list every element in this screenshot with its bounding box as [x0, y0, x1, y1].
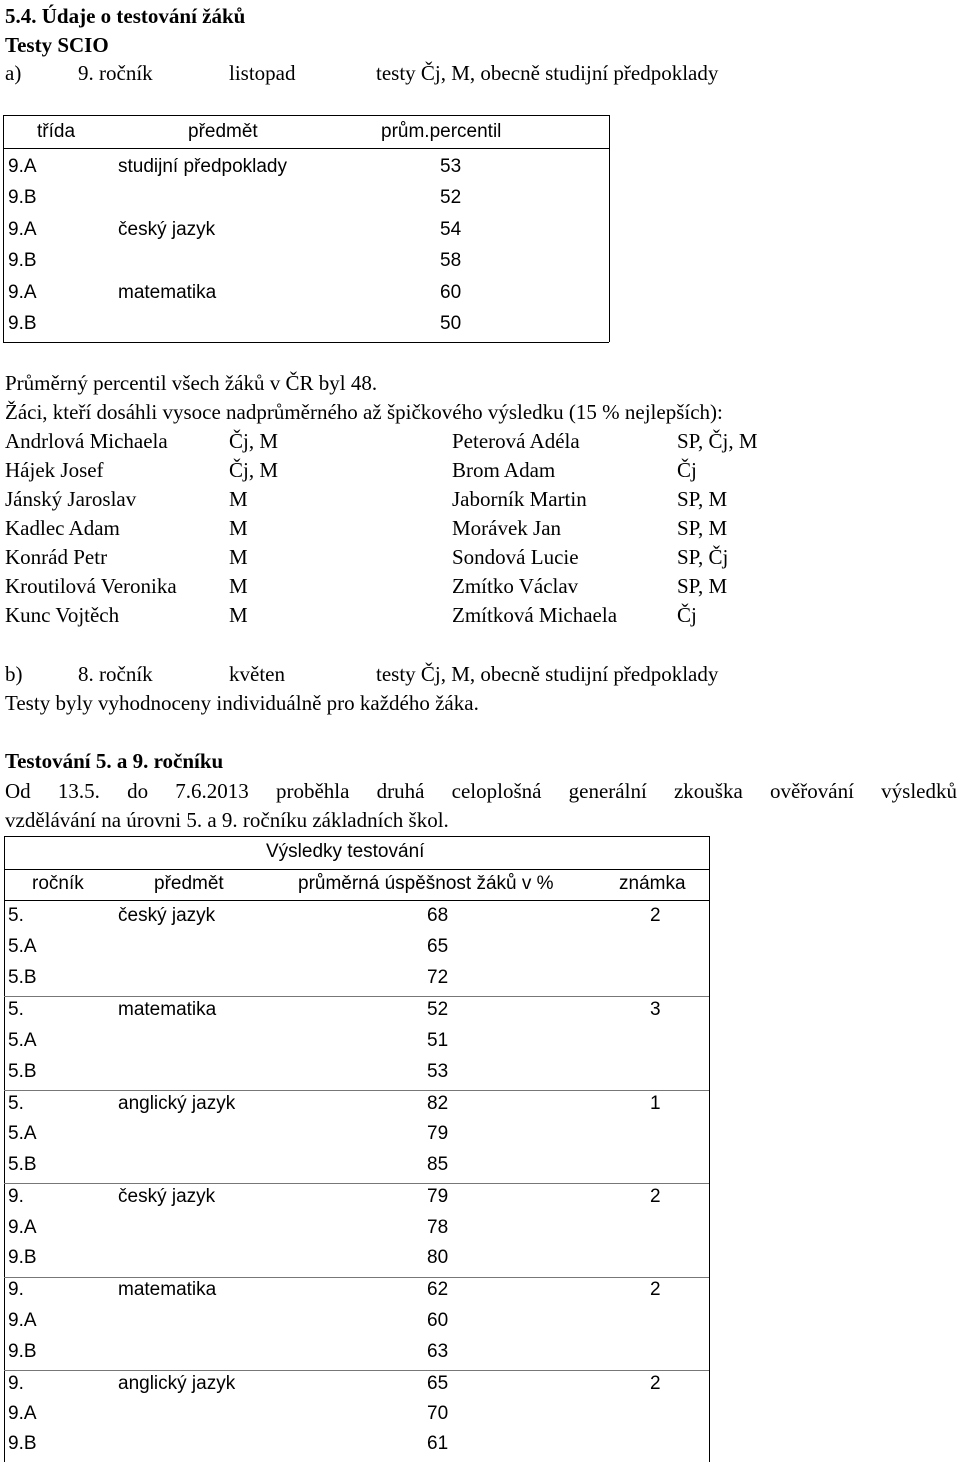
- table-cell-success: 53: [427, 1061, 449, 1082]
- table-cell-grade: 9.A: [8, 1217, 37, 1238]
- student-name: Peterová Adéla: [452, 429, 580, 453]
- table-cell-value: 60: [440, 282, 462, 303]
- table-cell-mark: 2: [650, 1373, 661, 1394]
- student-subjects: Čj, M: [229, 458, 279, 482]
- testing-paragraph-line1: Od 13.5. do 7.6.2013 proběhla druhá celoplošná generální zkouška ověřování výsledků: [5, 779, 957, 803]
- part-b-tests: testy Čj, M, obecně studijní předpoklady: [376, 662, 719, 686]
- table-cell-value: 53: [440, 156, 462, 177]
- results-group-rule: [4, 1370, 709, 1371]
- student-name: Brom Adam: [452, 458, 556, 482]
- table-cell-grade: 5.A: [8, 1123, 37, 1144]
- table-cell-value: 52: [440, 187, 462, 208]
- results-header-subject: předmět: [154, 873, 224, 894]
- results-header-grade-mark: známka: [619, 873, 686, 894]
- student-subjects: SP, M: [677, 516, 728, 540]
- section-title: 5.4. Údaje o testování žáků: [5, 4, 246, 28]
- results-group-rule: [4, 1277, 709, 1278]
- table-cell-success: 82: [427, 1093, 449, 1114]
- table-cell-class: 9.B: [8, 250, 37, 271]
- table-cell-subject: anglický jazyk: [118, 1373, 236, 1394]
- table-cell-success: 79: [427, 1186, 449, 1207]
- table-cell-success: 65: [427, 1373, 449, 1394]
- student-subjects: Čj: [677, 603, 697, 627]
- results-group-rule: [4, 996, 709, 997]
- scio-table-header-rule: [3, 148, 609, 149]
- table-cell-success: 65: [427, 936, 449, 957]
- table-cell-subject: český jazyk: [118, 1186, 216, 1207]
- part-b-month: květen: [229, 662, 285, 686]
- student-name: Jánský Jaroslav: [5, 487, 137, 511]
- student-name: Kadlec Adam: [5, 516, 120, 540]
- results-title-rule: [4, 869, 709, 870]
- student-subjects: SP, Čj: [677, 545, 729, 569]
- table-cell-success: 52: [427, 999, 449, 1020]
- table-cell-grade: 5.: [8, 999, 24, 1020]
- table-cell-grade: 9.A: [8, 1403, 37, 1424]
- student-subjects: M: [229, 487, 248, 511]
- student-subjects: SP, Čj, M: [677, 429, 758, 453]
- student-subjects: Čj, M: [229, 429, 279, 453]
- table-cell-subject: matematika: [118, 282, 217, 303]
- table-cell-subject: matematika: [118, 1279, 217, 1300]
- scio-table-right-rule: [609, 115, 610, 342]
- student-name: Kunc Vojtěch: [5, 603, 120, 627]
- table-cell-subject: anglický jazyk: [118, 1093, 236, 1114]
- results-table-top-rule: [4, 836, 709, 837]
- table-cell-subject: český jazyk: [118, 219, 216, 240]
- table-cell-success: 62: [427, 1279, 449, 1300]
- table-cell-subject: studijní předpoklady: [118, 156, 287, 177]
- table-cell-success: 63: [427, 1341, 449, 1362]
- student-subjects: M: [229, 603, 248, 627]
- table-cell-success: 70: [427, 1403, 449, 1424]
- table-cell-subject: matematika: [118, 999, 217, 1020]
- table-cell-subject: český jazyk: [118, 905, 216, 926]
- results-header-success: průměrná úspěšnost žáků v %: [298, 873, 554, 894]
- scio-table-top-rule: [3, 115, 609, 116]
- table-cell-grade: 9.: [8, 1186, 24, 1207]
- table-cell-grade: 9.: [8, 1373, 24, 1394]
- results-group-rule: [4, 1183, 709, 1184]
- table-cell-success: 68: [427, 905, 449, 926]
- table-cell-success: 80: [427, 1247, 449, 1268]
- average-note: Průměrný percentil všech žáků v ČR byl 48.: [5, 371, 378, 395]
- table-cell-success: 78: [427, 1217, 449, 1238]
- table-cell-grade: 5.B: [8, 1154, 37, 1175]
- table-cell-grade: 5.B: [8, 967, 37, 988]
- table-cell-grade: 5.A: [8, 1030, 37, 1051]
- table-cell-mark: 2: [650, 1279, 661, 1300]
- table-cell-grade: 9.B: [8, 1341, 37, 1362]
- student-name: Hájek Josef: [5, 458, 104, 482]
- table-cell-success: 60: [427, 1310, 449, 1331]
- scio-table-bottom-rule: [3, 342, 609, 343]
- student-name: Konrád Petr: [5, 545, 108, 569]
- table-cell-success: 61: [427, 1433, 449, 1454]
- subtitle: Testy SCIO: [5, 33, 109, 57]
- table-cell-grade: 5.B: [8, 1061, 37, 1082]
- student-name: Andrlová Michaela: [5, 429, 168, 453]
- student-subjects: M: [229, 516, 248, 540]
- table-cell-class: 9.A: [8, 219, 37, 240]
- student-name: Kroutilová Veronika: [5, 574, 177, 598]
- results-group-rule: [4, 1090, 709, 1091]
- student-subjects: SP, M: [677, 574, 728, 598]
- table-cell-grade: 9.A: [8, 1310, 37, 1331]
- part-a-month: listopad: [229, 61, 296, 85]
- table-cell-mark: 1: [650, 1093, 661, 1114]
- student-name: Zmítko Václav: [452, 574, 579, 598]
- table-cell-grade: 9.: [8, 1279, 24, 1300]
- scio-header-class: třída: [37, 121, 76, 142]
- table-cell-class: 9.B: [8, 187, 37, 208]
- scio-header-subject: předmět: [188, 121, 258, 142]
- table-cell-success: 72: [427, 967, 449, 988]
- part-a-tests: testy Čj, M, obecně studijní předpoklady: [376, 61, 719, 85]
- results-header-rule: [4, 900, 709, 901]
- table-cell-success: 79: [427, 1123, 449, 1144]
- table-cell-grade: 5.: [8, 905, 24, 926]
- results-table-title: Výsledky testování: [266, 841, 425, 862]
- part-b-grade: 8. ročník: [78, 662, 153, 686]
- table-cell-grade: 5.A: [8, 936, 37, 957]
- student-subjects: M: [229, 574, 248, 598]
- table-cell-success: 51: [427, 1030, 449, 1051]
- student-subjects: SP, M: [677, 487, 728, 511]
- table-cell-value: 54: [440, 219, 462, 240]
- table-cell-success: 85: [427, 1154, 449, 1175]
- results-header-grade: ročník: [32, 873, 84, 894]
- part-b-note: Testy byly vyhodnoceny individuálně pro každého žáka.: [5, 691, 479, 715]
- student-name: Sondová Lucie: [452, 545, 579, 569]
- table-cell-grade: 9.B: [8, 1433, 37, 1454]
- table-cell-class: 9.A: [8, 282, 37, 303]
- part-a-grade: 9. ročník: [78, 61, 153, 85]
- results-table-right-rule: [709, 836, 710, 1462]
- table-cell-mark: 2: [650, 1186, 661, 1207]
- table-cell-class: 9.A: [8, 156, 37, 177]
- table-cell-mark: 3: [650, 999, 661, 1020]
- student-name: Morávek Jan: [452, 516, 562, 540]
- student-name: Jaborník Martin: [452, 487, 587, 511]
- scio-header-percentile: prům.percentil: [381, 121, 502, 142]
- table-cell-grade: 5.: [8, 1093, 24, 1114]
- part-b-marker: b): [5, 662, 23, 686]
- results-table-left-rule: [4, 836, 5, 1462]
- table-cell-value: 58: [440, 250, 462, 271]
- table-cell-grade: 9.B: [8, 1247, 37, 1268]
- table-cell-value: 50: [440, 313, 462, 334]
- table-cell-mark: 2: [650, 905, 661, 926]
- student-subjects: Čj: [677, 458, 697, 482]
- scio-table-left-rule: [3, 115, 4, 342]
- student-name: Zmítková Michaela: [452, 603, 618, 627]
- part-a-marker: a): [5, 61, 22, 85]
- student-subjects: M: [229, 545, 248, 569]
- testing-heading: Testování 5. a 9. ročníku: [5, 749, 224, 773]
- testing-paragraph-line2: vzdělávání na úrovni 5. a 9. ročníku základních škol.: [5, 808, 449, 832]
- top-students-intro: Žáci, kteří dosáhli vysoce nadprůměrného až špičkového výsledku (15 % nejlepších):: [5, 400, 723, 424]
- table-cell-class: 9.B: [8, 313, 37, 334]
